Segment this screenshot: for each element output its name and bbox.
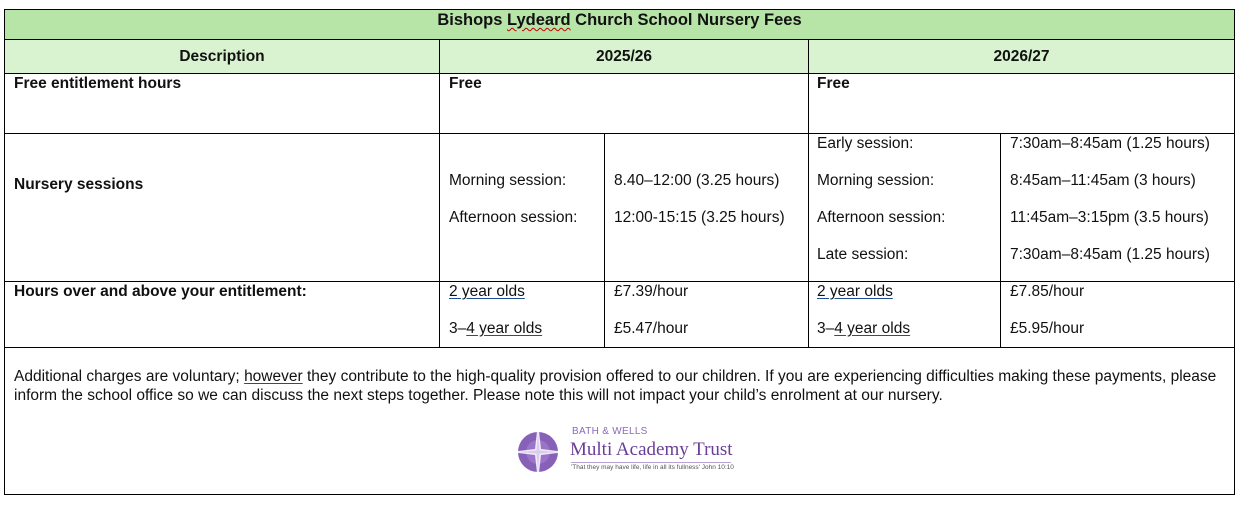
session-time-2025: 8.40–12:00 (3.25 hours) <box>614 172 780 189</box>
row-label-free-entitlement: Free entitlement hours <box>14 75 182 92</box>
session-time-2026: 7:30am–8:45am (1.25 hours) <box>1010 135 1210 152</box>
voluntary-charges-note: Additional charges are voluntary; however they contribute to the high-quality provision offered to our children. If you are experiencing difficulties making these payments, please inform the school office so we can discuss the next steps together. Please note this will not impact your child’s enrolment at our nursery. <box>14 368 1217 404</box>
session-time-2026: 11:45am–3:15pm (3.5 hours) <box>1010 209 1209 226</box>
session-time-2025: 12:00-15:15 (3.25 hours) <box>614 209 785 226</box>
session-name-2026: Early session: <box>817 135 914 152</box>
star-emblem-icon <box>508 420 568 484</box>
header-description: Description <box>179 48 265 65</box>
session-name-2026: Morning session: <box>817 172 935 189</box>
header-year-2026: 2026/27 <box>993 48 1050 65</box>
free-2025: Free <box>449 75 482 92</box>
spell-flagged-word: Lydeard <box>507 11 571 29</box>
logo-divider <box>571 462 731 463</box>
row-label-nursery-sessions: Nursery sessions <box>14 176 144 193</box>
age-group-2025: 2 year olds <box>449 283 525 300</box>
logo-quote-text: 'That they may have life, life in all its fullness' John 10:10 <box>571 464 734 471</box>
logo-main-text: Multi Academy Trust <box>570 439 733 460</box>
header-year-2025: 2025/26 <box>595 48 653 65</box>
rate-2026: £5.95/hour <box>1010 320 1085 337</box>
trust-logo <box>508 420 738 484</box>
logo-small-text: BATH & WELLS <box>572 426 648 437</box>
rate-2025: £7.39/hour <box>614 283 689 300</box>
session-name-2026: Afternoon session: <box>817 209 946 226</box>
session-name-2025: Afternoon session: <box>449 209 578 226</box>
session-name-2026: Late session: <box>817 246 909 263</box>
rate-2026: £7.85/hour <box>1010 283 1085 300</box>
free-2026: Free <box>817 75 850 92</box>
page-title: Bishops Lydeard Church School Nursery Fees <box>437 11 802 29</box>
session-time-2026: 8:45am–11:45am (3 hours) <box>1010 172 1196 189</box>
age-group-2025: 3–4 year olds <box>449 320 543 337</box>
session-time-2026: 7:30am–8:45am (1.25 hours) <box>1010 246 1210 263</box>
rate-2025: £5.47/hour <box>614 320 689 337</box>
age-group-2026: 3–4 year olds <box>817 320 911 337</box>
row-label-extra-hours: Hours over and above your entitlement: <box>14 283 307 300</box>
session-name-2025: Morning session: <box>449 172 567 189</box>
age-group-2026: 2 year olds <box>817 283 893 300</box>
